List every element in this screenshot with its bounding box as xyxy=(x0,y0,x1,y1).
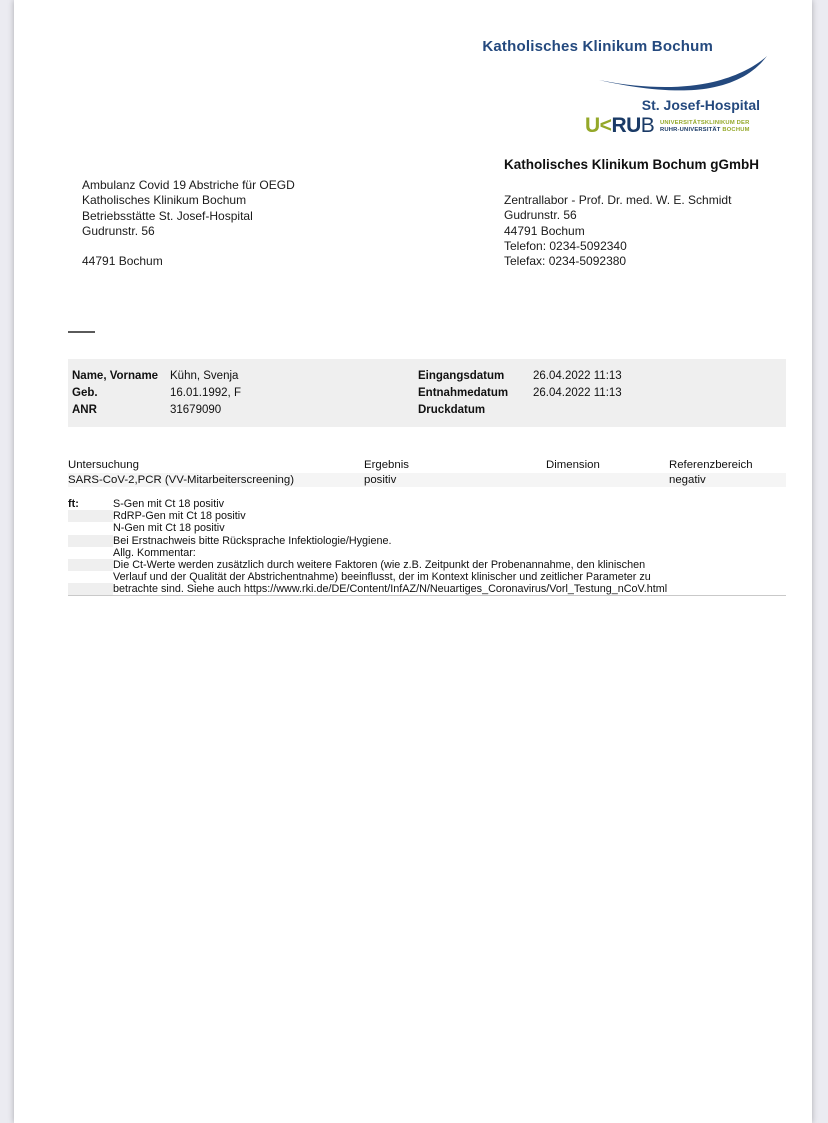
document-page xyxy=(14,0,812,1123)
recipient-line: Gudrunstr. 56 xyxy=(82,223,155,238)
footnote-row xyxy=(68,535,786,547)
ukrub-subtitle xyxy=(660,120,750,133)
footnote-line: Verlauf und der Qualität der Abstrichentnahme) beeinflusst, der im Kontext klinischer und zeitlicher Parameter zu xyxy=(113,571,651,584)
test-name: SARS-CoV-2,PCR (VV-Mitarbeiterscreening) xyxy=(68,474,294,486)
footnote-row xyxy=(68,498,786,510)
lab-contact-block xyxy=(504,193,731,269)
result-row xyxy=(68,473,786,487)
birth-date: 16.01.1992, F xyxy=(170,387,241,400)
footnote-line: Allg. Kommentar: xyxy=(113,546,196,559)
footnote-marker: ft: xyxy=(68,498,79,510)
recipient-line: Katholisches Klinikum Bochum xyxy=(82,193,247,208)
recipient-line xyxy=(82,239,295,254)
patient-row xyxy=(68,368,786,385)
receipt-date: 26.04.2022 11:13 xyxy=(533,370,622,382)
lab-contact-line: Zentrallabor - Prof. Dr. med. W. E. Schmidt xyxy=(504,193,732,207)
footnote-line: S-Gen mit Ct 18 positiv xyxy=(113,498,225,510)
recipient-address xyxy=(82,178,295,270)
footnote-line: Bei Erstnachweis bitte Rücksprache Infektiologie/Hygiene. xyxy=(113,534,392,547)
recipient-line: Ambulanz Covid 19 Abstriche für OEGD xyxy=(82,178,295,192)
footnote-row xyxy=(68,559,786,571)
footnote-row xyxy=(68,522,786,534)
footnote-line: RdRP-Gen mit Ct 18 positiv xyxy=(113,510,246,523)
hospital-brand-title: Katholisches Klinikum Bochum xyxy=(482,38,713,55)
footnote-row xyxy=(68,583,786,595)
lab-contact-line: 44791 Bochum xyxy=(504,223,585,238)
test-reference: negativ xyxy=(669,474,706,486)
footnote-block xyxy=(68,498,786,596)
ukrub-ru-glyph: RU xyxy=(611,114,641,137)
ukrub-uk-glyph: U< xyxy=(585,114,612,137)
recipient-line: 44791 Bochum xyxy=(82,254,163,269)
patient-data-panel xyxy=(68,359,786,427)
patient-name: Kühn, Svenja xyxy=(170,370,239,382)
site-name: St. Josef-Hospital xyxy=(641,97,760,113)
organisation-title: Katholisches Klinikum Bochum gGmbH xyxy=(504,157,760,172)
ukrub-subtitle-line1: UNIVERSITÄTSKLINIKUM DER xyxy=(660,120,750,126)
results-header-dimension: Dimension xyxy=(546,459,600,471)
results-header-untersuchung: Untersuchung xyxy=(68,459,139,471)
brand-swoosh-icon xyxy=(598,55,768,93)
results-header-referenzbereich: Referenzbereich xyxy=(669,459,753,471)
lab-contact-line: Telefon: 0234-5092340 xyxy=(504,238,627,253)
section-end-rule xyxy=(68,595,786,596)
patient-row xyxy=(68,402,786,419)
footnote-row xyxy=(68,510,786,522)
sampling-date: 26.04.2022 11:13 xyxy=(533,387,622,400)
footnote-line: Die Ct-Werte werden zusätzlich durch weitere Faktoren (wie z.B. Zeitpunkt der Probenannahme, den klinischen xyxy=(113,558,646,571)
anr-number: 31679090 xyxy=(170,404,222,417)
ukrub-logo xyxy=(585,115,654,137)
field-label: Name, Vorname xyxy=(72,370,159,382)
field-label: ANR xyxy=(72,404,97,417)
lab-contact-line: Telefax: 0234-5092380 xyxy=(504,254,627,269)
footnote-line: N-Gen mit Ct 18 positiv xyxy=(113,522,225,535)
test-result: positiv xyxy=(364,474,397,486)
footnote-line rki-url: betrachte sind. Siehe auch https://www.rki.de/DE/Content/InfAZ/N/Neuartiges_Coronavirus/Vorl_Testung_nCoV.html xyxy=(113,583,668,596)
ukrub-subtitle-line2: RUHR-UNIVERSITÄT BOCHUM xyxy=(660,126,750,133)
patient-row xyxy=(68,385,786,402)
ukrub-b-glyph: B xyxy=(640,114,655,137)
lab-contact-line: Gudrunstr. 56 xyxy=(504,208,577,223)
recipient-line: Betriebsstätte St. Josef-Hospital xyxy=(82,208,253,223)
results-header-ergebnis: Ergebnis xyxy=(364,459,409,471)
field-label: Entnahmedatum xyxy=(418,387,509,400)
footnote-row xyxy=(68,571,786,583)
footnote-row xyxy=(68,547,786,559)
field-label: Eingangsdatum xyxy=(418,370,505,382)
fold-mark xyxy=(68,331,95,333)
field-label: Geb. xyxy=(72,387,98,400)
field-label: Druckdatum xyxy=(418,404,486,417)
